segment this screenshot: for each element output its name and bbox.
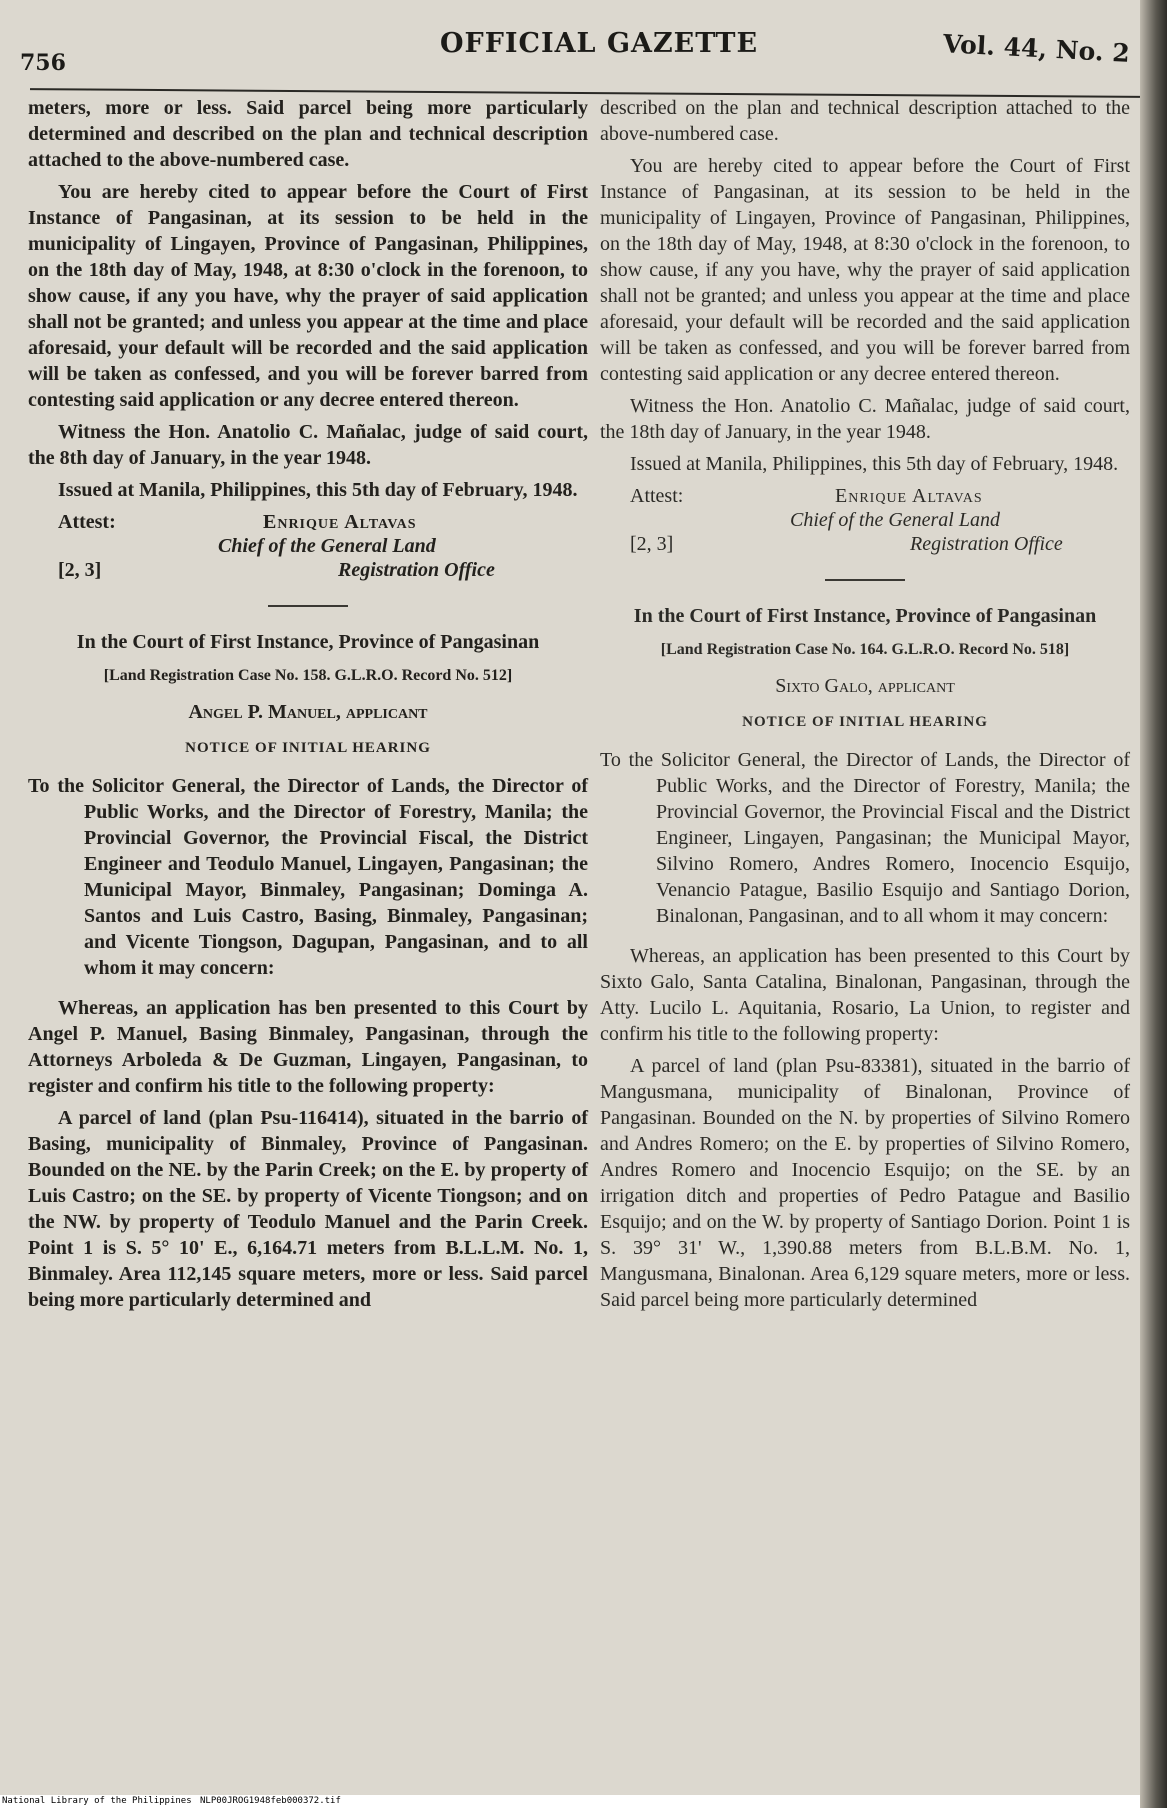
right-continuation-paragraph: described on the plan and technical description attached to the above-numbered case. [600,97,1130,145]
case-reference: [Land Registration Case No. 164. G.L.R.O. Record No. 518] [660,641,1070,658]
scan-edge-shadow [1140,0,1167,1808]
attest-title-line2: Registration Office [338,559,495,581]
attest-title-line1: Chief of the General Land [790,509,1000,531]
left-attest-block [28,509,588,587]
footer-library: National Library of the Philippines [2,1796,192,1806]
whereas-paragraph: Whereas, an application has been presented to this Court by Sixto Galo, Santa Catalina, Binalonan, Pangasinan, through the Atty. Lucilo L. Aquitania, Rosario, La Union, to register and confirm his title to the following property: [600,945,1130,1045]
page-header [20,20,1130,90]
left-column [28,95,588,1319]
applicant-line: Sixto Galo, applicant [775,675,955,697]
left-citation-paragraph: You are hereby cited to appear before the Court of First Instance of Pangasinan, at its session to be held in the municipality of Lingayen, Province of Pangasinan, Philippines, on the 18th day of May, 1948, at 8:30 o'clock in the forenoon, to show cause, if any you have, why the prayer of said application shall not be granted; and unless you appear at the time and place aforesaid, your default will be recorded and the said application will be taken as confessed, and you will be forever barred from contesting said application or any decree entered thereon. [28,181,588,411]
applicant-line: Angel P. Manuel, applicant [188,701,428,723]
parcel-paragraph: A parcel of land (plan Psu-83381), situated in the barrio of Mangusmana, municipality of Binalonan, Province of Pangasinan. Bounded on the N. by properties of Silvino Romero and Andres Romero; on the E. by properties of Silvino Romero, Andres Romero and Inocencio Esquijo; on the SE. by an irrigation ditch and properties of Pedro Patague and Basilio Esquijo; and on the W. by property of Santiago Dorion. Point 1 is S. 39° 31' W., 1,390.88 meters from B.L.B.M. No. 1, Mangusmana, Binalonan. Area 6,129 square meters, more or less. Said parcel being more particularly determined [600,1055,1130,1311]
case-reference: [Land Registration Case No. 158. G.L.R.O. Record No. 512] [103,667,513,684]
left-witness-paragraph: Witness the Hon. Anatolio C. Mañalac, judge of said court, the 8th day of January, in the year 1948. [28,421,588,469]
notice-heading: NOTICE OF INITIAL HEARING [185,740,431,756]
left-issued-paragraph: Issued at Manila, Philippines, this 5th day of February, 1948. [58,479,578,501]
addressees-paragraph: To the Solicitor General, the Director of Lands, the Director of Public Works, and the Director of Forestry, Manila; the Provincial Governor, the Provincial Fiscal, the District Engineer and Teodulo Manuel, Lingayen, Pangasinan; the Municipal Mayor, Binmaley, Pangasinan; Dominga A. Santos and Luis Castro, Basing, Binmaley, Pangasinan; and Vicente Tiongson, Dagupan, Pangasinan, and to all whom it may concern: [28,775,588,979]
parcel-paragraph: A parcel of land (plan Psu-116414), situated in the barrio of Basing, municipality of Binmaley, Province of Pangasinan. Bounded on the NE. by the Parin Creek; on the E. by property of Luis Castro; on the SE. by property of Vicente Tiongson; and on the NW. by property of Teodulo Manuel and the Parin Creek. Point 1 is S. 5° 10' E., 6,164.71 meters from B.L.L.M. No. 1, Binmaley. Area 112,145 square meters, more or less. Said parcel being more particularly determined and [28,1107,588,1311]
attest-name: Enrique Altavas [263,511,417,533]
attest-label: Attest: [58,511,116,533]
right-column [600,95,1130,1319]
attest-title-line2: Registration Office [910,533,1063,555]
footer-filename: NLP00JROG1948feb000372.tif [200,1796,341,1806]
section-divider [825,579,905,581]
section-divider [268,605,348,607]
right-issued-paragraph: Issued at Manila, Philippines, this 5th day of February, 1948. [630,453,1119,475]
attest-name: Enrique Altavas [835,485,983,507]
left-continuation-paragraph: meters, more or less. Said parcel being more particularly determined and described on the plan and technical description attached to the above-numbered case. [28,97,588,171]
whereas-paragraph: Whereas, an application has ben presented to this Court by Angel P. Manuel, Basing Binmaley, Pangasinan, through the Attorneys Arboleda & De Guzman, Lingayen, Pangasinan, to register and confirm his title to the following property: [28,997,588,1097]
notice-heading: NOTICE OF INITIAL HEARING [742,714,988,730]
volume-number: Vol. 44, No. 2 [942,29,1131,68]
issue-reference: [2, 3] [630,533,674,555]
gazette-title: OFFICIAL GAZETTE [440,28,759,59]
scan-footer [0,1795,1140,1808]
right-attest-block [600,483,1130,561]
right-witness-paragraph: Witness the Hon. Anatolio C. Mañalac, judge of said court, the 18th day of January, in the year 1948. [600,395,1130,443]
attest-label: Attest: [630,485,684,507]
page-number: 756 [20,50,66,76]
court-heading: In the Court of First Instance, Province of Pangasinan [633,605,1097,627]
court-heading: In the Court of First Instance, Province of Pangasinan [76,631,540,653]
attest-title-line1: Chief of the General Land [218,535,436,557]
right-citation-paragraph: You are hereby cited to appear before the Court of First Instance of Pangasinan, at its session to be held in the municipality of Lingayen, Province of Pangasinan, Philippines, on the 18th day of May, 1948, at 8:30 o'clock in the forenoon, to show cause, if any you have, why the prayer of said application shall not be granted; and unless you appear at the time and place aforesaid, your default will be recorded and the said application will be taken as confessed, and you will be forever barred from contesting said application or any decree entered thereon. [600,155,1130,385]
issue-reference: [2, 3] [58,559,102,581]
addressees-paragraph: To the Solicitor General, the Director of Lands, the Director of Public Works, and the Director of Forestry, Manila; the Provincial Governor, the Provincial Fiscal and the District Engineer, Lingayen, Pangasinan; the Municipal Mayor, Silvino Romero, Andres Romero, Inocencio Esquijo, Venancio Patague, Basilio Esquijo and Santiago Dorion, Binalonan, Pangasinan, and to all whom it may concern: [600,749,1130,927]
